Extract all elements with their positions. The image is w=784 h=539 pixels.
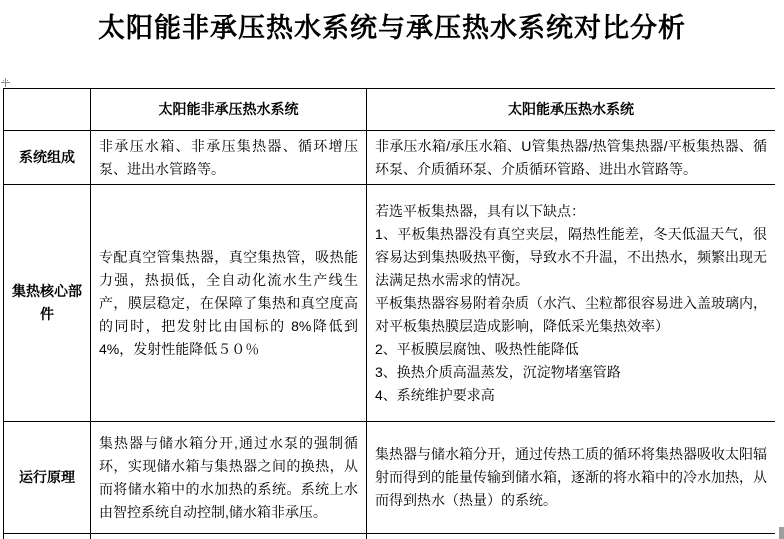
scrollbar-fragment[interactable] <box>779 527 784 539</box>
cell-composition-nonpressurized: 非承压水箱、非承压集热器、循环增压泵、进出水管路等。 <box>91 131 367 185</box>
comparison-table-container <box>3 88 775 539</box>
collector-drawback-3: 3、换热介质高温蒸发，沉淀物堵塞管路 <box>375 363 621 380</box>
comparison-table <box>3 88 775 539</box>
collector-drawback-4: 4、系统维护要求高 <box>375 386 495 403</box>
cell-principle-nonpressurized: 集热器与储水箱分开,通过水泵的强制循环，实现储水箱与集热器之间的换热，从而将储水箱中的水加热的系统。系统上水由智控系统自动控制,储水箱非承压。 <box>91 422 367 534</box>
cell-collector-pressurized <box>367 185 776 422</box>
cell-collector-nonpressurized: 专配真空管集热器，真空集热管，吸热能力强，热损低，全自动化流水生产线生产，膜层稳定，在保障了集热和真空度高的同时，把发射比由国标的 8%降低到 4%，发射性能降低５０％ <box>91 185 367 422</box>
collector-drawback-intro: 若选平板集热器，具有以下缺点： <box>375 202 585 219</box>
row-label-core-collector: 集热核心部件 <box>4 185 91 422</box>
cell-principle-pressurized: 集热器与储水箱分开，通过传热工质的循环将集热器吸收太阳辐射而得到的能量传输到储水箱，逐渐的将水箱中的冷水加热，从而得到热水（热量）的系统。 <box>367 422 776 534</box>
table-row-operating-principle <box>4 422 776 534</box>
collector-drawback-2: 2、平板膜层腐蚀、吸热性能降低 <box>375 340 579 357</box>
collector-drawback-1-note: 平板集热器容易附着杂质（水汽、尘粒都很容易进入盖玻璃内，对平板集热膜层造成影响，降低采光集热效率） <box>375 294 767 334</box>
cutoff-cell-right <box>367 534 776 539</box>
table-header-row <box>4 89 776 131</box>
row-label-system-composition: 系统组成 <box>4 131 91 185</box>
cutoff-cell-left <box>91 534 367 539</box>
cutoff-cell-label <box>4 534 91 539</box>
collector-drawback-1: 1、平板集热器没有真空夹层，隔热性能差，冬天低温天气，很容易达到集热吸热平衡，导致水不升温，不出热水，频繁出现无法满足热水需求的情况。 <box>375 225 767 288</box>
object-anchor-icon <box>1 74 10 83</box>
header-cell-pressurized: 太阳能承压热水系统 <box>367 89 776 131</box>
page-title: 太阳能非承压热水系统与承压热水系统对比分析 <box>98 13 686 43</box>
header-cell-nonpressurized: 太阳能非承压热水系统 <box>91 89 367 131</box>
table-row-core-collector <box>4 185 776 422</box>
table-row-cutoff <box>4 534 776 539</box>
table-row-system-composition <box>4 131 776 185</box>
row-label-operating-principle: 运行原理 <box>4 422 91 534</box>
cell-composition-pressurized: 非承压水箱/承压水箱、U管集热器/热管集热器/平板集热器、循环泵、介质循环泵、介质循环管路、进出水管路等。 <box>367 131 776 185</box>
header-cell-empty <box>4 89 91 131</box>
